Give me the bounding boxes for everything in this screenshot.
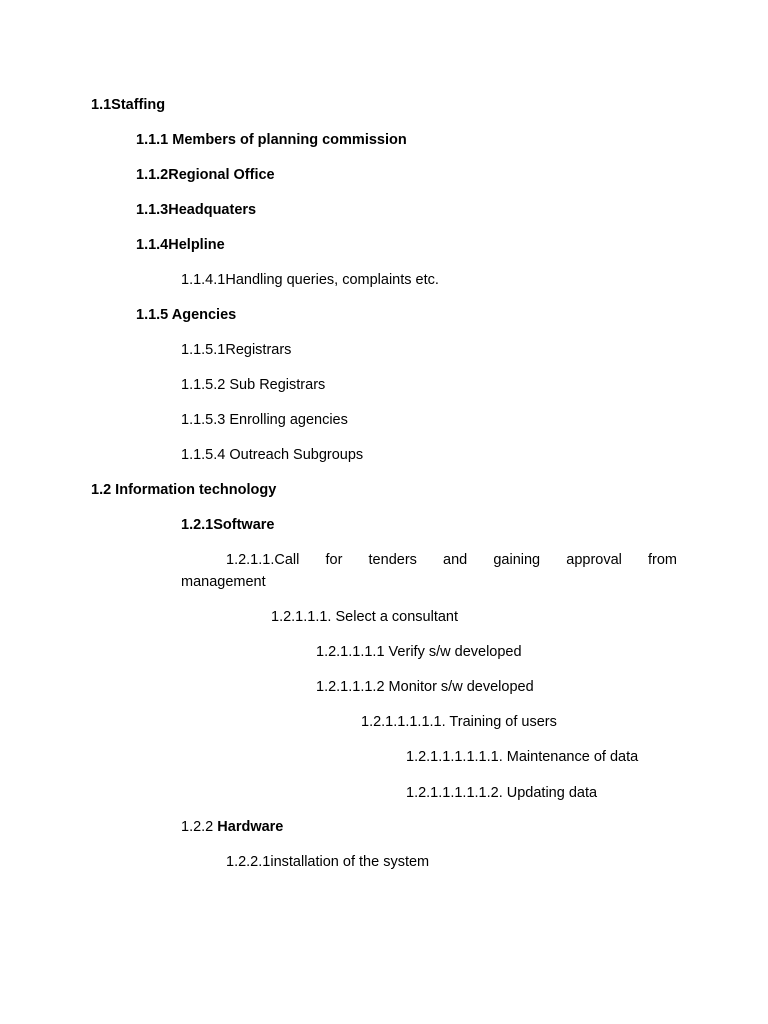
item-agencies: 1.1.5 Agencies: [136, 307, 237, 323]
item-regional-office: 1.1.2Regional Office: [136, 167, 275, 183]
heading-information-technology: 1.2 Information technology: [91, 482, 277, 498]
item-hardware: [181, 818, 283, 836]
word: and: [443, 552, 468, 568]
item-monitor-sw: 1.2.1.1.1.2 Monitor s/w developed: [316, 679, 534, 695]
item-verify-sw: 1.2.1.1.1.1 Verify s/w developed: [316, 644, 522, 660]
item-installation-of-system: 1.2.2.1installation of the system: [226, 854, 430, 870]
item-enrolling-agencies: 1.1.5.3 Enrolling agencies: [181, 412, 348, 428]
word: for: [325, 552, 343, 568]
item-maintenance-of-data: 1.2.1.1.1.1.1.1. Maintenance of data: [406, 749, 639, 765]
item-sub-registrars: 1.1.5.2 Sub Registrars: [181, 377, 326, 393]
item-software: 1.2.1Software: [181, 517, 275, 533]
word: from: [648, 552, 677, 568]
item-training-of-users: 1.2.1.1.1.1.1. Training of users: [361, 714, 557, 730]
item-headquaters: 1.1.3Headquaters: [136, 202, 257, 218]
item-outreach-subgroups: 1.1.5.4 Outreach Subgroups: [181, 447, 364, 463]
item-members-planning-commission: 1.1.1 Members of planning commission: [136, 132, 407, 148]
item-handling-queries: 1.1.4.1Handling queries, complaints etc.: [181, 272, 439, 288]
word: 1.2.1.1.Call: [226, 552, 300, 568]
item-select-consultant: 1.2.1.1.1. Select a consultant: [271, 609, 459, 625]
item-call-for-tenders: [181, 549, 677, 593]
item-helpline: 1.1.4Helpline: [136, 237, 225, 253]
call-for-tenders-first-line: [181, 549, 677, 571]
call-for-tenders-continuation: management: [181, 574, 266, 590]
item-registrars: 1.1.5.1Registrars: [181, 342, 292, 358]
word: tenders: [368, 552, 417, 568]
hardware-number: 1.2.2: [181, 819, 218, 835]
item-updating-data: 1.2.1.1.1.1.1.2. Updating data: [406, 785, 598, 801]
word: approval: [566, 552, 622, 568]
word: gaining: [493, 552, 541, 568]
hardware-label: Hardware: [217, 819, 284, 835]
heading-staffing: 1.1Staffing: [91, 97, 166, 113]
